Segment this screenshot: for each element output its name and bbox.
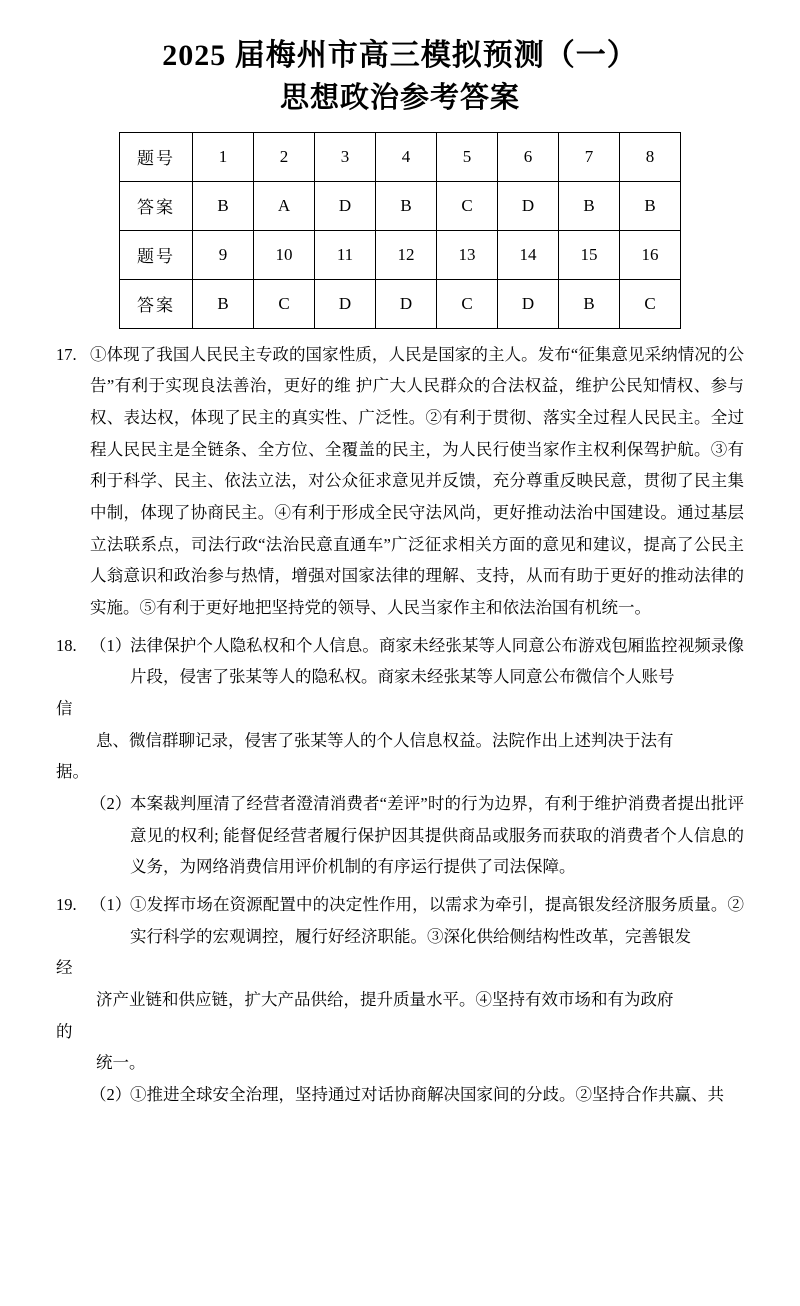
sub-question-label: （2） <box>90 794 132 814</box>
table-row <box>120 279 681 328</box>
table-cell: A <box>254 181 315 230</box>
table-cell: C <box>254 279 315 328</box>
question-18 <box>56 630 744 883</box>
table-cell: 4 <box>376 132 437 181</box>
sub-question-text-overflow: 信 <box>56 699 73 719</box>
table-cell: B <box>376 181 437 230</box>
page-subtitle: 思想政治参考答案 <box>279 81 520 114</box>
table-cell: B <box>559 279 620 328</box>
sub-question-text-overflow: 经 <box>56 958 73 978</box>
table-cell: C <box>437 279 498 328</box>
sub-question-text-continued: 息、微信群聊记录，侵害了张某等人的个人信息权益。法院作出上述判决于法有 <box>96 730 674 750</box>
table-cell: D <box>315 181 376 230</box>
table-row <box>120 181 681 230</box>
row-header: 答案 <box>120 279 193 328</box>
table-cell: 9 <box>193 230 254 279</box>
table-cell: 1 <box>193 132 254 181</box>
row-header: 题号 <box>120 230 193 279</box>
table-cell: B <box>193 279 254 328</box>
table-cell: D <box>498 181 559 230</box>
sub-question-text-overflow-2: 据。 <box>56 762 89 782</box>
table-cell: 16 <box>620 230 681 279</box>
row-header: 题号 <box>120 132 193 181</box>
question-17 <box>56 339 744 624</box>
table-cell: 11 <box>315 230 376 279</box>
question-answer-text: ①体现了我国人民民主专政的国家性质，人民是国家的主人。发布“征集意见采纳情况的公告”有利于实现良法善治，更好的维 护广大人民群众的合法权益，维护公民知情权、参与权、表达权，体现了民主的真实性、广泛性。②有利于贯彻、落实全过程人民民主。全过程人民民主是全链条、全方位、全覆盖的民主，为人民行使当家作主权利保驾护航。③有利于科学、民主、依法立法，对公众征求意见并反馈，充分尊重反映民意，贯彻了民主集中制，体现了协商民主。④有利于形成全民守法风尚，更好推动法治中国建设。通过基层立法联系点，司法行政“法治民意直通车”广泛征求相关方面的意见和建议，提高了公民主人翁意识和政治参与热情，增强对国家法律的理解、支持，从而有助于更好的推动法律的实施。⑤有利于更好地把坚持党的领导、人民当家作主和依法治国有机统一。 <box>90 344 744 618</box>
sub-question-label: （1） <box>90 895 132 915</box>
table-cell: 7 <box>559 132 620 181</box>
table-row <box>120 132 681 181</box>
question-number: 18. <box>56 635 77 655</box>
page-title: 2025 届梅州市高三模拟预测（一） <box>162 39 638 72</box>
table-cell: 3 <box>315 132 376 181</box>
sub-question-label: （1） <box>90 635 132 655</box>
sub-question-text: 法律保护个人隐私权和个人信息。商家未经张某等人同意公布游戏包厢监控视频录像片段，侵害了张某等人的隐私权。商家未经张某等人同意公布微信个人账号 <box>130 635 744 687</box>
sub-question-text: 本案裁判厘清了经营者澄清消费者“差评”时的行为边界，有利于维护消费者提出批评意见的权利; 能督促经营者履行保护因其提供商品或服务而获取的消费者个人信息的义务，为网络消费信用评价机制的有序运行提供了司法保障。 <box>130 794 744 877</box>
table-cell: D <box>498 279 559 328</box>
table-cell: B <box>193 181 254 230</box>
table-row <box>120 230 681 279</box>
table-cell: 15 <box>559 230 620 279</box>
table-cell: 8 <box>620 132 681 181</box>
multiple-choice-answer-table <box>119 132 681 329</box>
sub-question-text: ①发挥市场在资源配置中的决定性作用，以需求为牵引，提高银发经济服务质量。②实行科学的宏观调控，履行好经济职能。③深化供给侧结构性改革，完善银发 <box>130 895 744 946</box>
table-cell: 13 <box>437 230 498 279</box>
table-cell: 12 <box>376 230 437 279</box>
sub-question-text-continued-2: 统一。 <box>96 1053 146 1073</box>
table-cell: 6 <box>498 132 559 181</box>
sub-question-text-continued: 济产业链和供应链，扩大产品供给，提升质量水平。④坚持有效市场和有为政府 <box>96 990 674 1010</box>
question-number: 19. <box>56 895 77 915</box>
table-cell: 5 <box>437 132 498 181</box>
table-cell: D <box>376 279 437 328</box>
table-cell: D <box>315 279 376 328</box>
table-cell: C <box>620 279 681 328</box>
table-cell: 2 <box>254 132 315 181</box>
sub-question-text-overflow-2: 的 <box>56 1021 73 1041</box>
table-cell: 14 <box>498 230 559 279</box>
question-19 <box>56 889 744 1111</box>
sub-question-label: （2） <box>90 1085 132 1105</box>
table-cell: B <box>620 181 681 230</box>
table-cell: B <box>559 181 620 230</box>
table-cell: 10 <box>254 230 315 279</box>
question-number: 17. <box>56 344 77 364</box>
row-header: 答案 <box>120 181 193 230</box>
table-cell: C <box>437 181 498 230</box>
sub-question-text: ①推进全球安全治理，坚持通过对话协商解决国家间的分歧。②坚持合作共赢、共 <box>130 1085 724 1105</box>
